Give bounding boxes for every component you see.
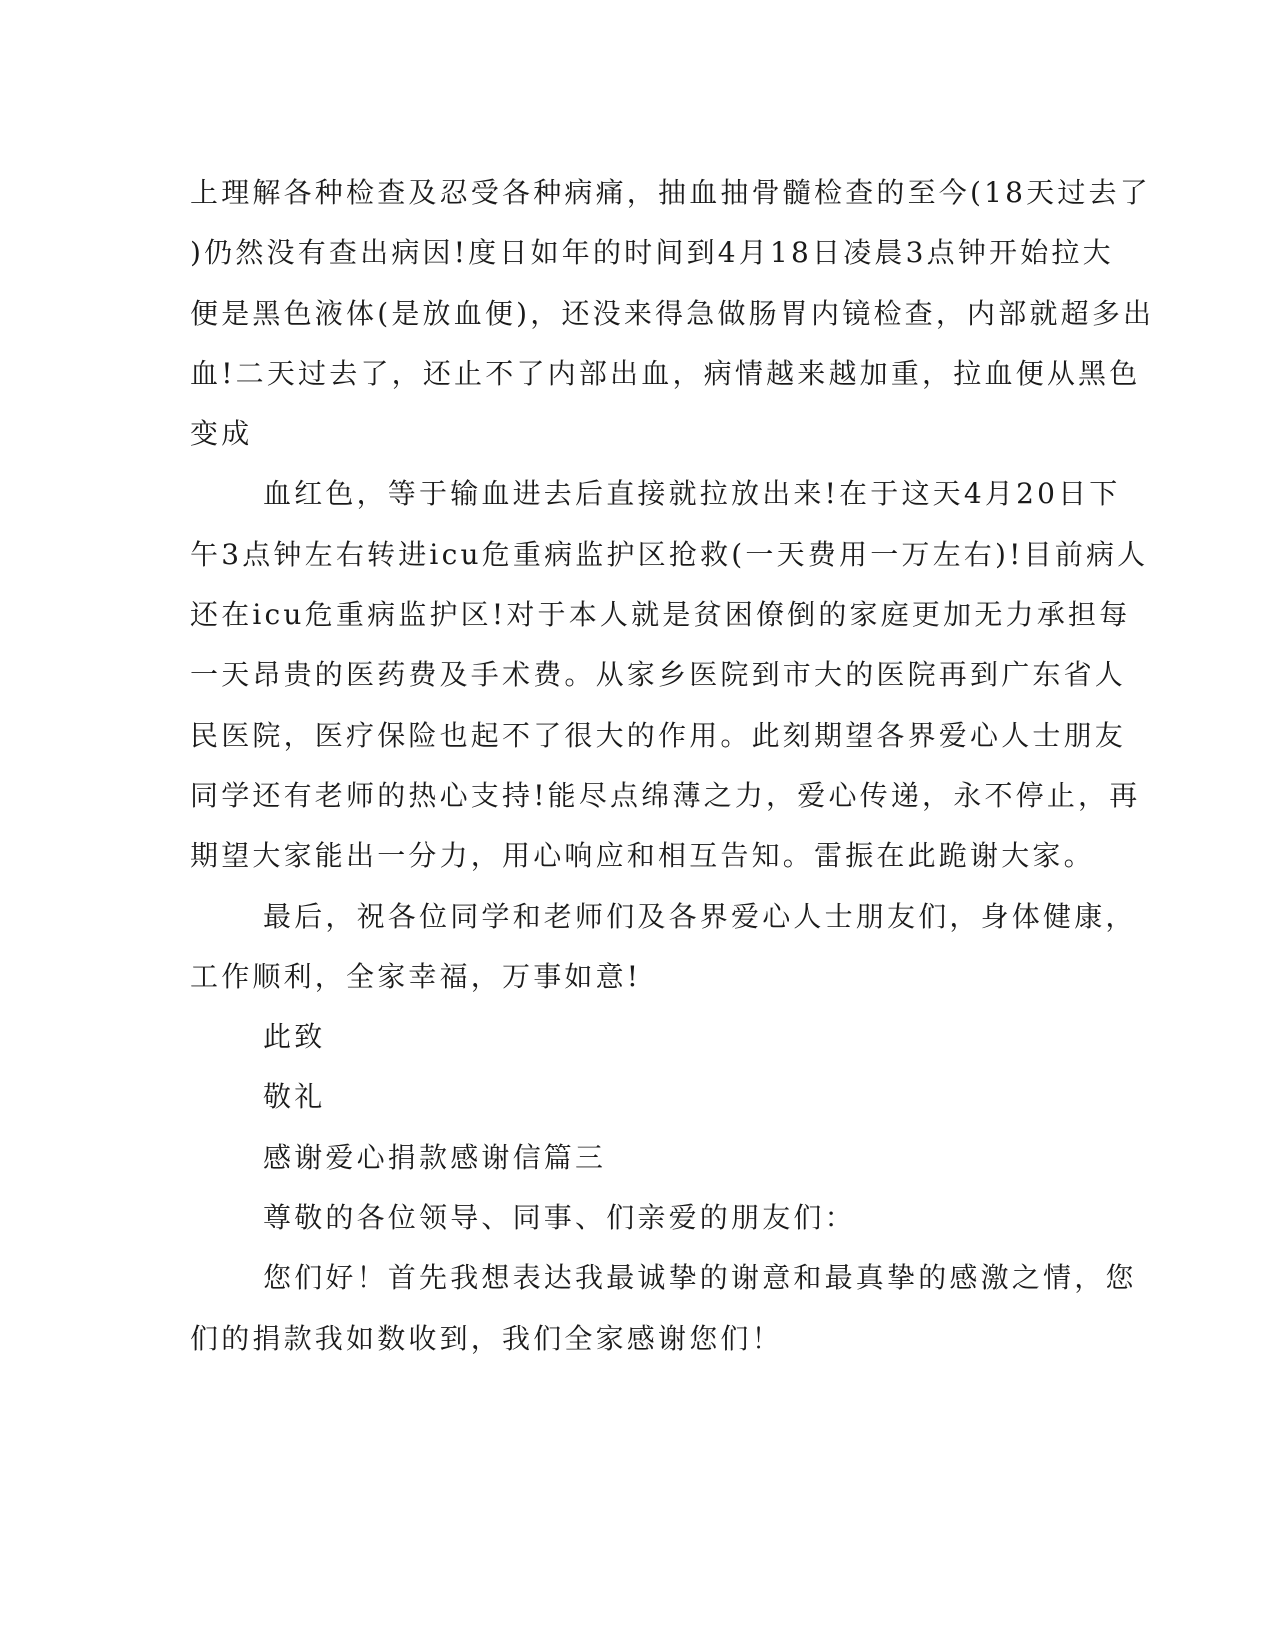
document-body (190, 163, 1155, 1369)
text-line: 上理解各种检查及忍受各种病痛，抽血抽骨髓检查的至今(18天过去了 (190, 176, 1151, 209)
text-line: 同学还有老师的热心支持!能尽点绵薄之力，爱心传递，永不停止，再 (190, 778, 1141, 812)
text-line: 您们好！首先我想表达我最诚挚的谢意和最真挚的感激之情，您 (263, 1261, 1137, 1295)
text-line: 们的捐款我如数收到，我们全家感谢您们！ (190, 1321, 783, 1355)
text-line: )仍然没有查出病因!度日如年的时间到4月18日凌晨3点钟开始拉大 (190, 236, 1114, 270)
text-line: 还在icu危重病监护区!对于本人就是贫困僚倒的家庭更加无力承担每 (190, 598, 1131, 632)
closing-regards: 敬礼 (263, 1080, 326, 1114)
text-line: 血红色，等于输血进去后直接就拉放出来!在于这天4月20日下 (263, 477, 1121, 511)
text-line: 变成 (190, 417, 253, 451)
text-line: 午3点钟左右转进icu危重病监护区抢救(一天费用一万左右)!目前病人 (190, 537, 1149, 571)
closing-salutation: 此致 (263, 1020, 326, 1054)
text-line: 期望大家能出一分力，用心响应和相互告知。雷振在此跪谢大家。 (190, 839, 1095, 873)
text-line: 工作顺利，全家幸福，万事如意! (190, 959, 642, 993)
text-line: 民医院，医疗保险也起不了很大的作用。此刻期望各界爱心人士朋友 (190, 718, 1127, 752)
text-line: 最后，祝各位同学和老师们及各界爱心人士朋友们，身体健康， (263, 899, 1137, 933)
text-line: 血!二天过去了，还止不了内部出血，病情越来越加重，拉血便从黑色 (190, 356, 1141, 390)
text-line: 便是黑色液体(是放血便)，还没来得急做肠胃内镜检查，内部就超多出 (190, 296, 1155, 330)
section-heading: 感谢爱心捐款感谢信篇三 (263, 1140, 607, 1174)
text-line: 一天昂贵的医药费及手术费。从家乡医院到市大的医院再到广东省人 (190, 658, 1127, 692)
greeting-line: 尊敬的各位领导、同事、们亲爱的朋友们： (263, 1201, 856, 1235)
